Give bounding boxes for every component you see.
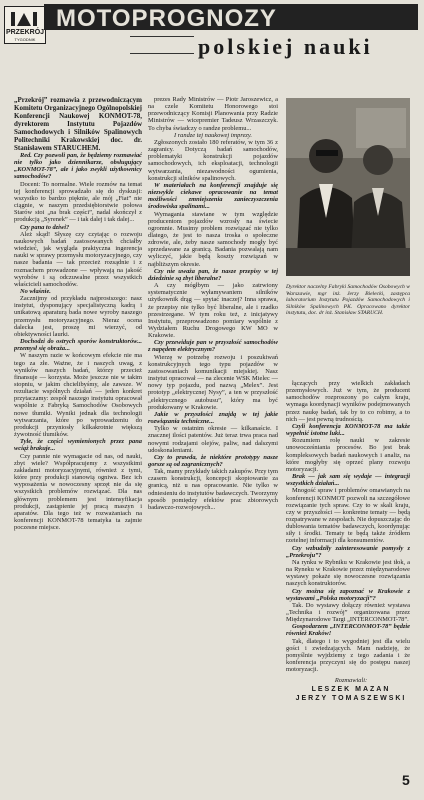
logo-name: PRZEKRÓJ <box>5 29 45 36</box>
logo-subtitle: TYGODNIK <box>14 37 36 42</box>
answer-paragraph: Tylko w ostatnim okresie — kilkanaście. I znacznej ilości patentów. Już teraz trwa praca nad nowymi rodzajami olejów, paliw, nad dalszymi udoskonaleniami. <box>148 425 278 454</box>
answer-paragraph: Czy pannie nie wymagacie od nas, od nauki, zbyt wiele? Współpracujemy z wszystkimi zakładami motoryzacyjnymi, również z tymi, które przy produkcji stanowią ogniwa. Bez ich wyposażenia w nowoczesny sprzęt nie da się wszystkich problemów rozwiązać. Dla nas głównym problemem jest intensyfikacja produkcji, zastąpienie jej pracą maszyn i aparatów. Dla tego też w rozważaniach na konferencji KONMOT-78 tematyka ta zajmie poczesne miejsce. <box>14 452 142 532</box>
answer-paragraph: Tak, mamy przykłady takich zakupów. Przy tym czasem konstrukcji, koncepcji skopiowanie za granicą, niż u nas opracowanie. Nie tylko w odniesieniu do instytutów badawczych. Tworzymy sposób pomiędzy efektów prac zbiorowych badawczo-rozwojowych... <box>148 468 278 511</box>
question-paragraph: Jakie w przyszłości znajdą w tej jakie rozwiązania techniczne... <box>148 410 278 426</box>
article-photo <box>286 98 410 276</box>
answer-paragraph: Zacznijmy od przykładu najprostszego: nasz instytut, dysponujący specjalistyczną kadrą i unikatową aparaturą bada nowe wyroby naszego przemysłu motoryzacyjnego. Nieraz ocena dalecka jest, proszę mi wierzyć, od obiektywności laurki. <box>14 295 142 338</box>
answer-paragraph: Docent: To normalne. Wiele rozmów na temat tej konferencji sprowadzało się do dyskusji: wszystko to bardzo pięknie, ale mój „Fiat” nie ciągnie, w naszym przedsiębiorstwie połowa Starów stoi „na brak części”, nadal skończył z produkcją „Syrenek” — i tak dalej i tak dalej... <box>14 180 142 224</box>
column-1 <box>14 96 142 790</box>
question-paragraph: W materiałach na konferencji znajduje się niezwykle ciekawe opracowanie na temat możliwości zmniejszenia zanieczyszczenia środowiska spalinami... <box>148 181 278 211</box>
question-paragraph: Czy nie uważa pan, że nasze przepisy w tej dziedzinie są zbyt liberalne? <box>148 267 278 282</box>
masthead <box>0 0 424 59</box>
logo-emblem-icon <box>9 10 39 28</box>
article-intro: „Przekrój” rozmawia z przewodniczącym Komitetu Organizacyjnego Ogólnopolskiej Konferencji Naukowej KONMOT-78, dyrektorem Instytutu Pojazdów Samochodowych i Silników Spalinowych Politechniki Krakowskiej doc. dr. Stanisławem STARUCHEM. <box>14 96 142 152</box>
photo-two-men-icon <box>286 98 410 276</box>
question-paragraph: Gospodarzem „INTERCONMOT-78” będzie również Kraków! <box>286 623 410 638</box>
column-3 <box>286 380 410 790</box>
column-2-body <box>148 96 278 511</box>
answer-paragraph: Wymagania stawiane w tym względzie producentom pojazdów wzrosły na świecie ogromnie. Musimy problem rozwiązać nie tylko dlatego, że jest to nasza troska o społeczne zdrowie, ale, żeby nasze samochody mogły być sprzedawane za granicą. Badania pozwalają nam wyliczyć, jakie będą koszty rozwiązań w najbliższym okresie. <box>148 210 278 268</box>
photo-caption: Dyrektor naczelny Fabryki Samochodów Osobowych w Warszawie, mgr inż. Jerzy Bielecki, zastępca laboratorium Instytutu Pojazdów Samochodowych i Silników Spalinowych PK. Opracowano dyrektor instytutu, doc. dr inż. Stanisław STARUCH. <box>286 284 410 317</box>
question-paragraph: Czy to prawda, że niektóre prototypy nasze gorsze są od zagranicznych? <box>148 453 278 468</box>
question-paragraph: Czy wzbudziły zainteresowanie pomysły z „Przekroju”? <box>286 544 410 559</box>
answer-paragraph: W naszym razie w końcowym efekcie nie ma tego za złe. Ważne, że i naszych uwag, z wyników naszych badań, którzy przecież finansuje — korzysta. Może jeszcze nie w takim stopniu, w jakim chcielibyśmy, ale zawsze. W rezultacie wspólnych działań — jeden konkret przytaczamy: zespół naszego instytutu opracował wspólnie z Fabryką Samochodów Osobowych nowe tłumiki. Wyniki jednak dla technologii wytwarzania, które po wprowadzeniu do produkcji przyniosły kilkakrotnie większą żywotność tłumików. <box>14 352 142 439</box>
answer-paragraph: Mnogość spraw i problemów omawianych na konferencji KONMOT pozwoli na szczegółowe rozwiązanie tych spraw. Czy to w skali kraju, czy w przyszłości — konkretne tematy — będą rozpatrywane w zespołach. Nie dopuszczając do dublowania tematów badawczych, koordynując siły i środki. Tematy te będą także źródłem rzetelnej informacji dla konsumentów. <box>286 487 410 545</box>
answer-paragraph: Na rynku w Rybniku w Krakowie jest tłok, a na Ryneku w Krakowie przez międzynarodowe wystawy pokaże się nowoczesne rozwiązania naszych konstruktorów. <box>286 558 410 588</box>
answer-paragraph: prezes Rady Ministrów — Piotr Jaroszewicz, a na czele Komitetu Honorowego stoi przewodniczący Komisji Planowania przy Radzie Ministrów — wicepremier Tadeusz Wrzaszczyk. To chyba świadczy o randze problemu... <box>148 96 278 132</box>
article-subtitle: polskiej nauki <box>198 34 373 59</box>
title-banner <box>44 4 418 30</box>
column-2 <box>148 96 278 790</box>
question-paragraph: Czy pana to dziwi? <box>20 223 70 231</box>
question-paragraph: Red. Czy pozwoli pan, że będziemy rozmawiać nie tylko jako dziennikarze, obsługujący „KONMOT-78”, ale i jako zwykli użytkownicy samochodów? <box>14 152 142 181</box>
answer-paragraph: I randze tej naukowej imprezy. <box>173 131 253 139</box>
column-3-body <box>286 380 410 703</box>
question-paragraph: No właśnie. <box>20 287 51 295</box>
answer-paragraph: Tak. Do wystawy dołączy również wystawa „Technika i rozwój” organizowana przez Międzynarodowe Targi „INTERCONMOT-78”. <box>286 601 410 624</box>
article-title: MOTOPROGNOZY <box>56 5 277 32</box>
title-rule <box>130 36 194 54</box>
column-1-body <box>14 152 142 531</box>
answer-paragraph: Ależ skąd! Słyszę czy czytając o rozwoju naukowych badań zastosowanych chciałby wiedzieć, jak wygląda praktyczna ingerencja nauki w sprawy przemysłu motoryzacyjnego, czy nasze badania — tak przecież rozsądnie i z rozmachem prowadzone — wpływają na jakość wyrobów i są odczuwalne przez wszystkich właścicieli samochodów. <box>14 230 142 288</box>
magazine-logo <box>4 6 46 44</box>
answer-paragraph: Wierzę w potrzebę rozwoju i poszukiwań konstrukcyjnych tego typu pojazdów w zastosowaniach komunikacji miejskiej. Nasz instytut opracował — na zlecenie WSK Mielec — nowy typ pojazdu, pod nazwą „Melex”. Jest prototyp „elektrycznej Nysy”, a ten w przyszłość „elektrycznego autobusu”, który ma być produkowany w Krakowie. <box>148 353 278 411</box>
answer-paragraph: Zgłoszonych zostało 180 referatów, w tym 36 z zagranicy. Dotyczą badań samochodów, problematyki konstrukcji pojazdów samochodowych, ich eksploatacji, technologii wytwarzania, niezawodności ogumienia, konstrukcji silników spalinowych. <box>148 138 278 182</box>
question-paragraph: Czy przewiduje pan w przyszłość samochodów z napędem elektrycznym? <box>148 339 278 354</box>
answer-paragraph: łączących przy wielkich zakładach przemysłowych. Już w tym, że producent samochodów rozproszony po całym kraju, wymaga koordynacji wyników podejmowanych przez naukę badań, tak by to co robimy, a to nich — jest pewną trudnością. <box>286 380 410 423</box>
question-paragraph: Dochodzi do ostrych sporów konstruktorów... przemysł się obraża... <box>14 338 142 353</box>
answer-paragraph: Rozumiem rolę nauki w zakresie unowocześniania procesów. Bo jest brak kompleksowych badań naukowych i analiz, na które mogłyby się oprzeć plany rozwoju motoryzacji. <box>286 437 410 473</box>
author-name: LESZEK MAZAN <box>311 685 391 693</box>
author-name: JERZY TOMASZEWSKI <box>295 694 407 702</box>
byline-label: Rozmawiali: <box>334 677 368 685</box>
answer-paragraph: A czy mógłbym — jako zatrwiony systematycznie wyłamywaniem silników użytkownik drąg — spytać inaczej? Inna sprawa, że przepisy nie tylko być liberalne, ale i rzadko przestrzegane. W tym roku też, z inicjatywy Instytutu, przeprowadzono pomiary wspólnie z Wydziałem Ruchu Drogowego KW MO w Krakowie. <box>148 282 278 340</box>
answer-paragraph: Tak, dlatego i to wygodniej jest dla wielu gości i zwiedzających. Mam nadzieję, że pomyślnie wyjdziemy z tego zadania i że konferencja przyczyni się do postępu naszej motoryzacji. <box>286 637 410 674</box>
question-paragraph: Brak — jak sam się wydaje — integracji wszystkich działań... <box>286 473 410 488</box>
page-number: 5 <box>402 772 410 788</box>
question-paragraph: Czyli konferencja KONMOT-78 ma także wypełnić istotne luki... <box>286 422 410 438</box>
question-paragraph: Czy można się zapoznać w Krakowie z wystawami „Polska motoryzacji”? <box>286 587 410 602</box>
question-paragraph: Tyle, że części wymienionych przez pana wciąż brakuje... <box>14 438 142 453</box>
